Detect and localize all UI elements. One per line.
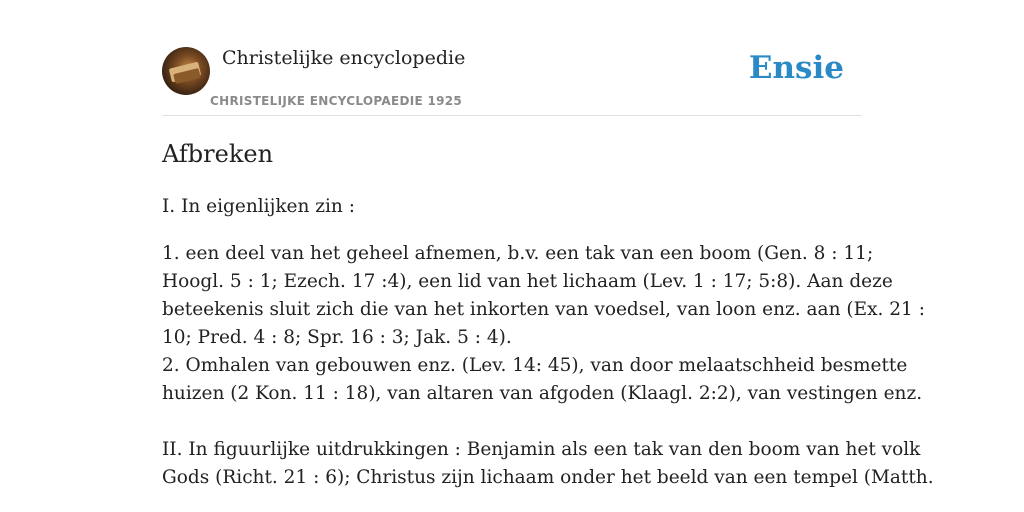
text-line: Hoogl. 5 : 1; Ezech. 17 :4), een lid van het lichaam (Lev. 1 : 17; 5:8). Aan deze [162,271,893,292]
text-line: II. In figuurlijke uitdrukkingen : Benjamin als een tak van den boom van het volk [162,439,921,460]
paragraph-1 [162,240,925,408]
text-line: beteekenis sluit zich die van het inkorten van voedsel, van loon enz. aan (Ex. 21 : [162,299,925,320]
site-header [162,46,862,116]
text-line: 1. een deel van het geheel afnemen, b.v. een tak van een boom (Gen. 8 : 11; [162,243,874,264]
paragraph-2 [162,436,934,492]
header-divider [162,115,862,116]
text-line: Gods (Richt. 21 : 6); Christus zijn lichaam onder het beeld van een tempel (Matth. [162,467,934,488]
source-subtitle: CHRISTELIJKE ENCYCLOPAEDIE 1925 [210,94,463,108]
text-line: 10; Pred. 4 : 8; Spr. 16 : 3; Jak. 5 : 4). [162,327,512,348]
section-heading: I. In eigenlijken zin : [162,196,355,217]
site-title-link[interactable]: Christelijke encyclopedie [222,47,466,69]
ensie-logo[interactable]: Ensie [748,50,844,86]
encyclopedia-avatar[interactable] [162,47,210,95]
article-body [162,193,934,492]
text-line: huizen (2 Kon. 11 : 18), van altaren van afgoden (Klaagl. 2:2), van vestingen enz. [162,383,923,404]
text-line: 2. Omhalen van gebouwen enz. (Lev. 14: 45), van door melaatschheid besmette [162,355,908,376]
article-title: Afbreken [162,140,274,168]
